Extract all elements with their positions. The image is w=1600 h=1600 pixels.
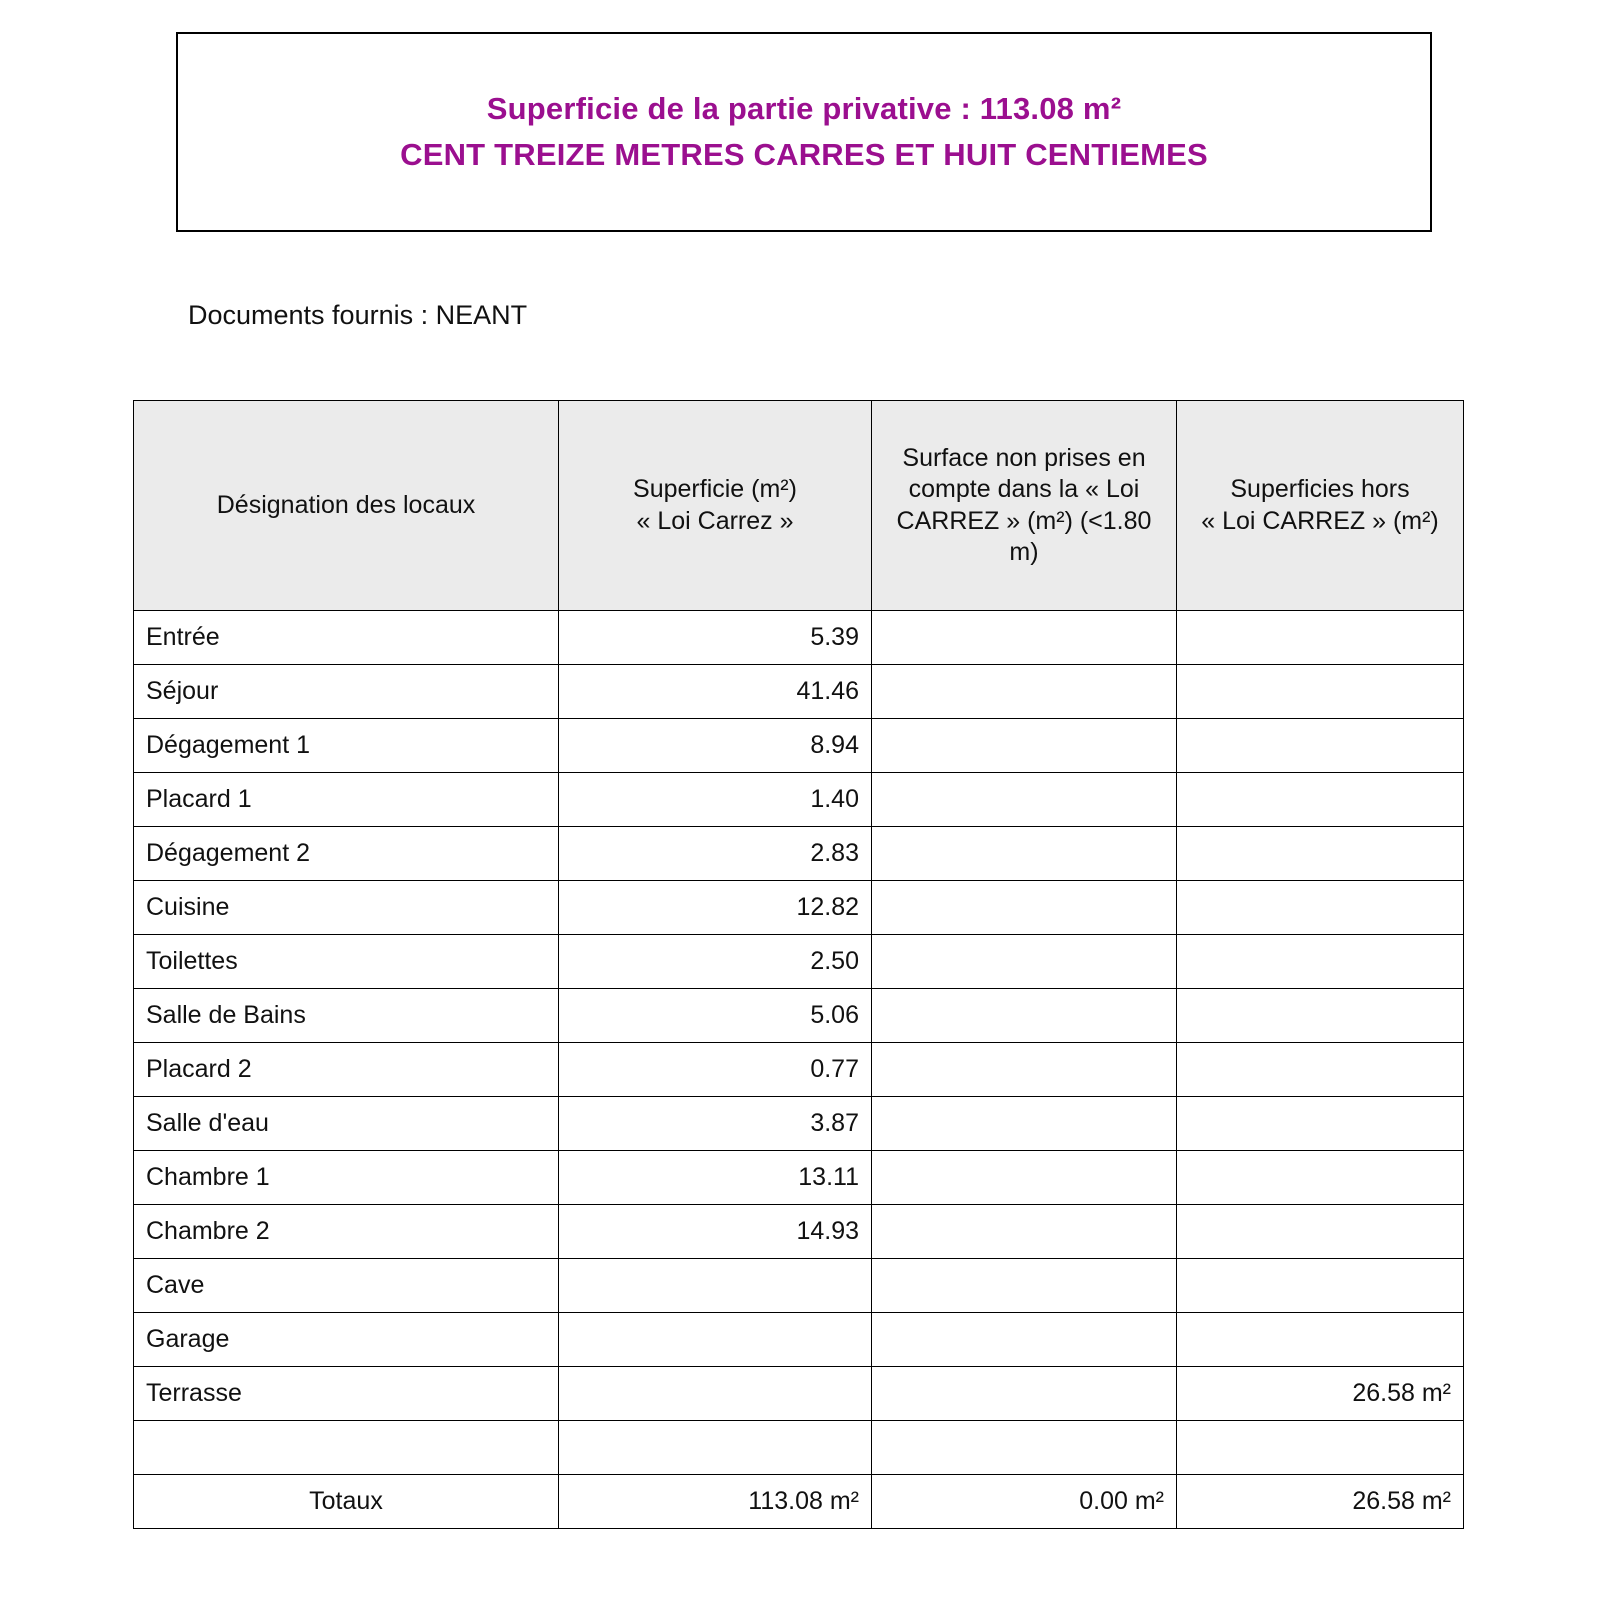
cell-hors-carrez (1177, 773, 1464, 827)
cell-non-compte (872, 827, 1177, 881)
cell-carrez: 5.06 (559, 989, 872, 1043)
totals-carrez: 113.08 m² (559, 1475, 872, 1529)
table-row (134, 935, 1464, 989)
column-header-surface-non-prise (872, 401, 1177, 611)
cell-room-name: Placard 2 (134, 1043, 559, 1097)
cell-room-name: Cave (134, 1259, 559, 1313)
cell-room-name: Chambre 1 (134, 1151, 559, 1205)
page-title-line2: CENT TREIZE METRES CARRES ET HUIT CENTIEMES (400, 137, 1208, 172)
cell-hors-carrez (1177, 1259, 1464, 1313)
column-header-designation: Désignation des locaux (134, 401, 559, 611)
cell-carrez (559, 1367, 872, 1421)
cell-room-name: Entrée (134, 611, 559, 665)
table-row (134, 989, 1464, 1043)
table-row (134, 827, 1464, 881)
column-header-surface-non-prise-line4: m) (1009, 537, 1039, 566)
cell-hors-carrez (1177, 1097, 1464, 1151)
cell-room-name: Cuisine (134, 881, 559, 935)
column-header-superficies-hors-line1: Superficies hors (1230, 475, 1410, 504)
cell-carrez: 41.46 (559, 665, 872, 719)
cell-non-compte (872, 773, 1177, 827)
table-row (134, 1367, 1464, 1421)
cell-carrez: 12.82 (559, 881, 872, 935)
cell-room-name: Dégagement 1 (134, 719, 559, 773)
cell-hors-carrez (1177, 1205, 1464, 1259)
cell-non-compte (872, 881, 1177, 935)
cell-carrez: 1.40 (559, 773, 872, 827)
cell-room-name: Garage (134, 1313, 559, 1367)
cell-non-compte (872, 989, 1177, 1043)
table-row (134, 773, 1464, 827)
table-row (134, 611, 1464, 665)
cell-hors-carrez (1177, 719, 1464, 773)
cell-room-name: Séjour (134, 665, 559, 719)
cell-non-compte (872, 665, 1177, 719)
cell-hors-carrez: 26.58 m² (1177, 1367, 1464, 1421)
cell-room-name: Toilettes (134, 935, 559, 989)
cell-room-name: Salle de Bains (134, 989, 559, 1043)
cell-hors-carrez (1177, 935, 1464, 989)
table-header-row (134, 401, 1464, 611)
page-title-line1: Superficie de la partie privative : 113.08 m² (486, 91, 1122, 126)
cell-hors-carrez (1177, 1151, 1464, 1205)
cell-non-compte (872, 1259, 1177, 1313)
cell-non-compte (872, 1205, 1177, 1259)
table-row (134, 881, 1464, 935)
cell-non-compte (872, 611, 1177, 665)
table-row (134, 1313, 1464, 1367)
cell-carrez: 14.93 (559, 1205, 872, 1259)
totals-label: Totaux (134, 1475, 559, 1529)
table-row (134, 665, 1464, 719)
cell-hors-carrez (1177, 665, 1464, 719)
cell-room-name: Placard 1 (134, 773, 559, 827)
totals-non-compte: 0.00 m² (872, 1475, 1177, 1529)
cell-non-compte (872, 1367, 1177, 1421)
cell-room-name: Terrasse (134, 1367, 559, 1421)
cell-room-name: Salle d'eau (134, 1097, 559, 1151)
cell-carrez: 2.83 (559, 827, 872, 881)
cell-carrez (559, 1313, 872, 1367)
table-row (134, 1421, 1464, 1475)
area-table (133, 400, 1464, 1529)
cell-room-name: Dégagement 2 (134, 827, 559, 881)
cell-non-compte (872, 935, 1177, 989)
table-row (134, 1043, 1464, 1097)
cell-carrez: 8.94 (559, 719, 872, 773)
cell-hors-carrez (1177, 827, 1464, 881)
cell-non-compte (872, 1313, 1177, 1367)
cell-hors-carrez (1177, 881, 1464, 935)
cell-hors-carrez (1177, 1313, 1464, 1367)
title-banner (176, 32, 1432, 232)
cell-non-compte (872, 1043, 1177, 1097)
cell-carrez: 5.39 (559, 611, 872, 665)
table-body (134, 611, 1464, 1529)
cell-carrez (559, 1421, 872, 1475)
cell-carrez: 0.77 (559, 1043, 872, 1097)
documents-provided-label: Documents fournis : NEANT (188, 300, 528, 330)
column-header-superficie-carrez-line2: « Loi Carrez » (636, 506, 794, 535)
cell-carrez: 2.50 (559, 935, 872, 989)
area-table-container (133, 400, 1463, 1529)
cell-hors-carrez (1177, 611, 1464, 665)
column-header-superficie-carrez (559, 401, 872, 611)
cell-non-compte (872, 1421, 1177, 1475)
cell-carrez (559, 1259, 872, 1313)
cell-hors-carrez (1177, 989, 1464, 1043)
cell-carrez: 3.87 (559, 1097, 872, 1151)
column-header-surface-non-prise-line3: CARREZ » (m²) (<1.80 (896, 506, 1152, 535)
column-header-superficies-hors (1177, 401, 1464, 611)
cell-carrez: 13.11 (559, 1151, 872, 1205)
cell-non-compte (872, 719, 1177, 773)
table-row (134, 719, 1464, 773)
cell-hors-carrez (1177, 1421, 1464, 1475)
table-row (134, 1151, 1464, 1205)
cell-room-name: Chambre 2 (134, 1205, 559, 1259)
table-row (134, 1259, 1464, 1313)
table-totals-row (134, 1475, 1464, 1529)
table-row (134, 1097, 1464, 1151)
cell-non-compte (872, 1151, 1177, 1205)
cell-non-compte (872, 1097, 1177, 1151)
column-header-surface-non-prise-line1: Surface non prises en (902, 444, 1146, 472)
table-row (134, 1205, 1464, 1259)
totals-hors-carrez: 26.58 m² (1177, 1475, 1464, 1529)
cell-room-name (134, 1421, 559, 1475)
column-header-superficies-hors-line2: « Loi CARREZ » (m²) (1201, 506, 1439, 535)
column-header-superficie-carrez-line1: Superficie (m²) (633, 475, 797, 504)
column-header-surface-non-prise-line2: compte dans la « Loi (908, 475, 1140, 504)
cell-hors-carrez (1177, 1043, 1464, 1097)
